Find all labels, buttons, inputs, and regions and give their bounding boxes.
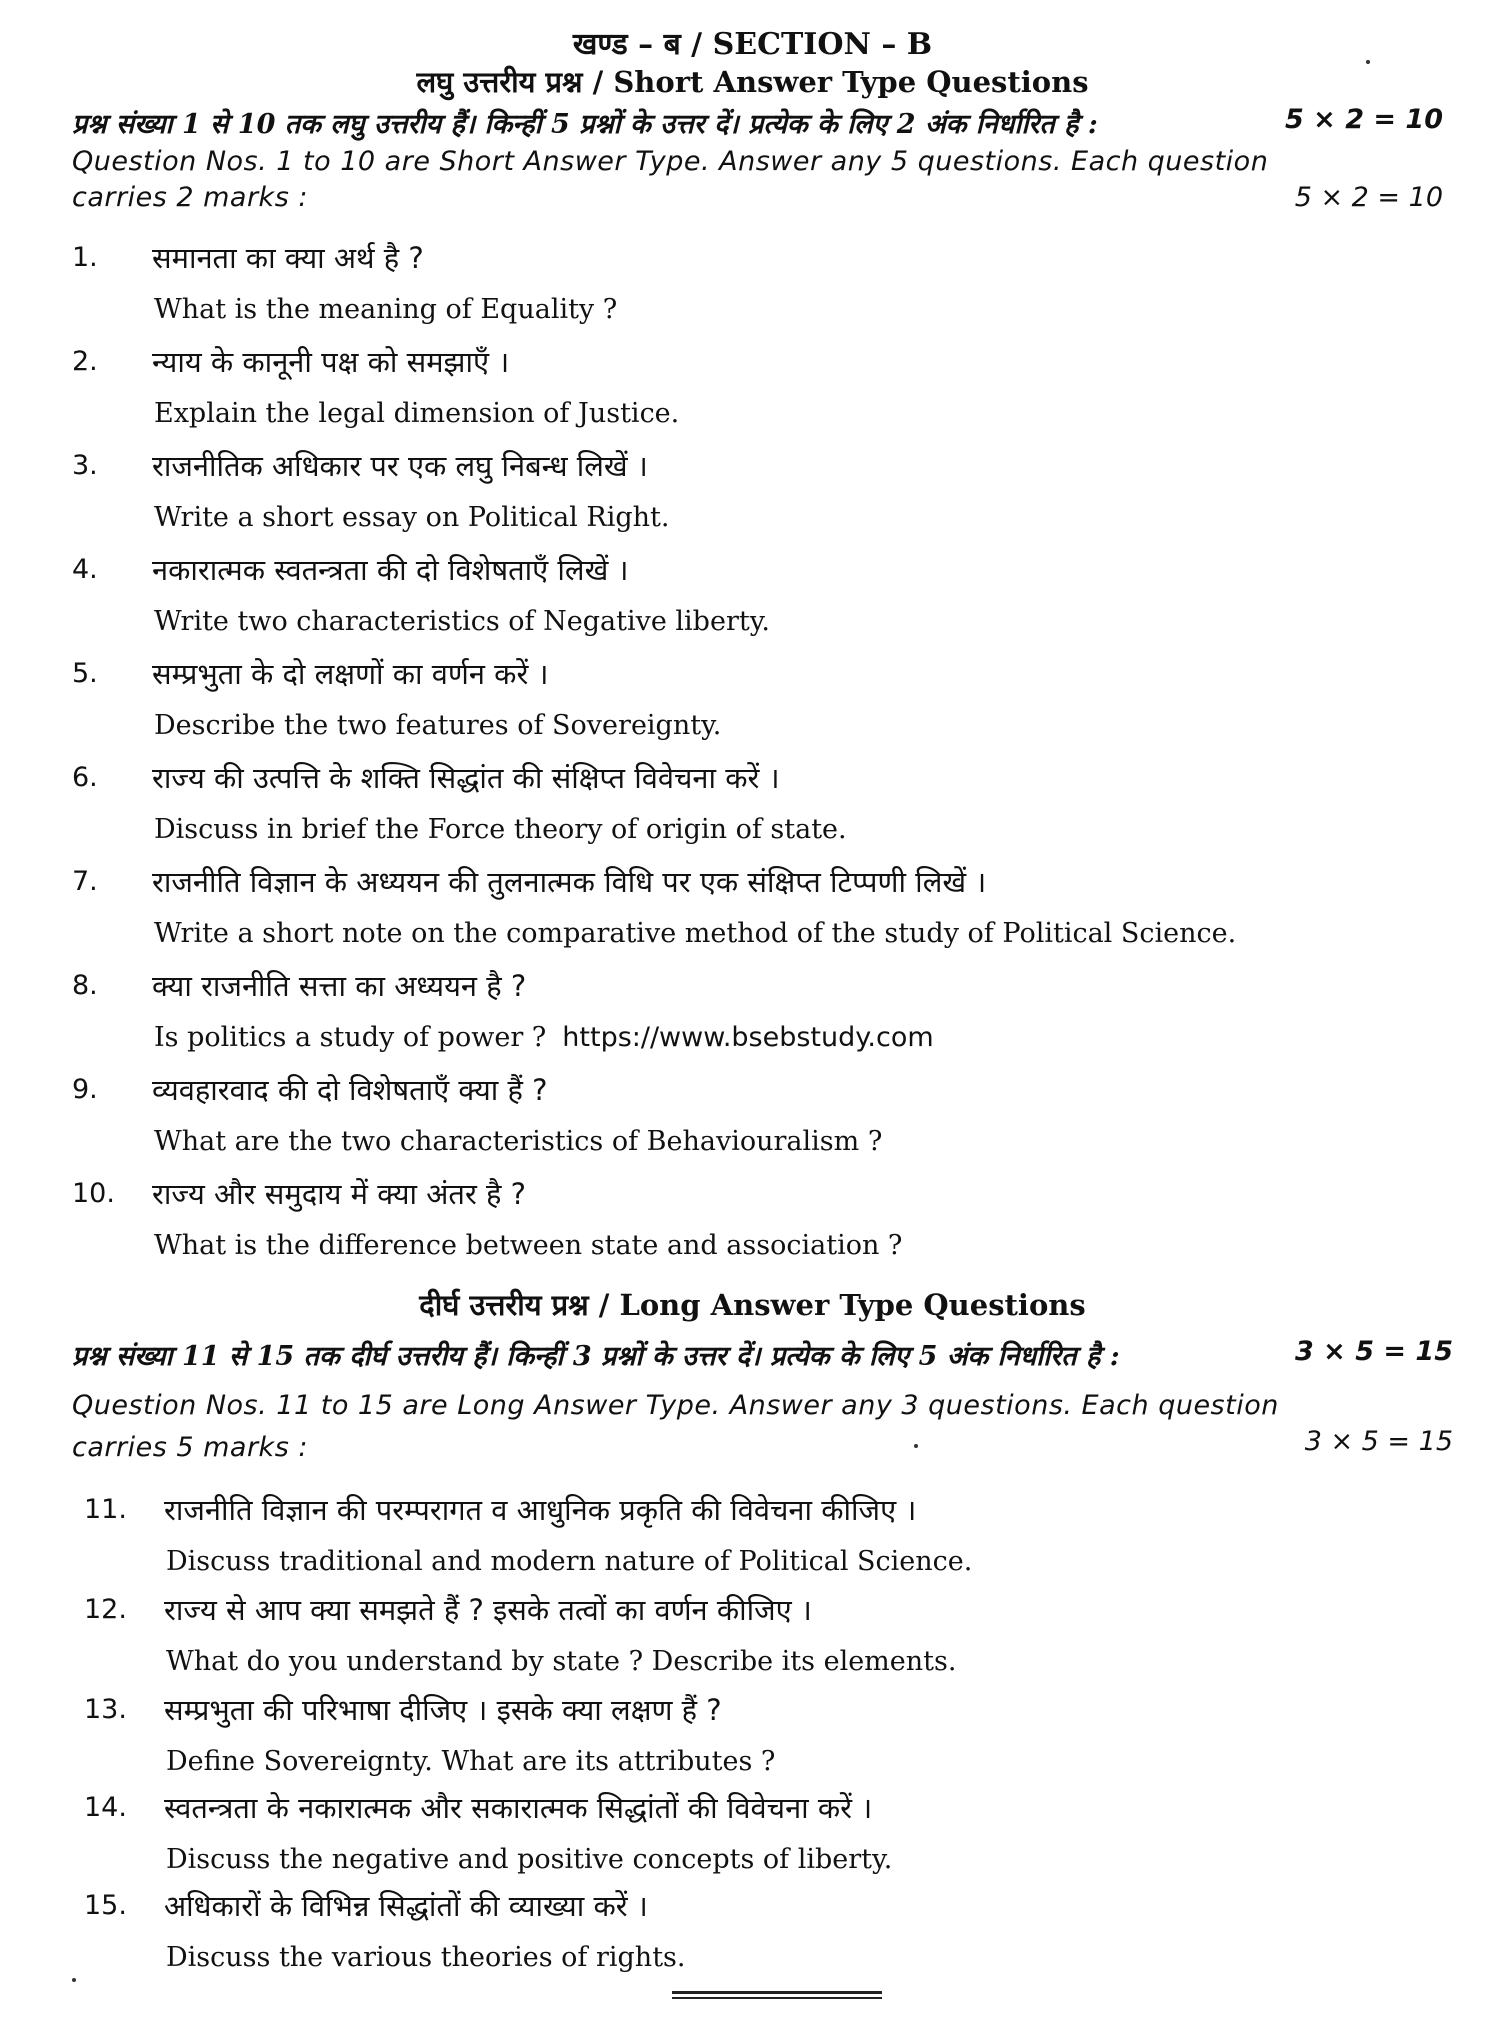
question-number: 12.	[84, 1594, 127, 1625]
question-text-english: Discuss the negative and positive concepts of liberty.	[166, 1844, 893, 1875]
question-text-english: Discuss the various theories of rights.	[166, 1942, 686, 1973]
question-text-hindi: न्याय के कानूनी पक्ष को समझाएँ ।	[152, 345, 510, 379]
short-marks-english: 5 × 2 = 10	[1294, 182, 1443, 213]
question-number: 7.	[72, 866, 98, 897]
long-instruction-english-line2: carries 5 marks :	[72, 1432, 308, 1463]
long-marks-hindi: 3 × 5 = 15	[1295, 1336, 1453, 1367]
question-number: 2.	[72, 346, 98, 377]
question-text-english: What is the meaning of Equality ?	[154, 294, 618, 325]
website-url-watermark: https://www.bsebstudy.com	[562, 1022, 934, 1053]
question-text-hindi: राजनीतिक अधिकार पर एक लघु निबन्ध लिखें ।	[152, 449, 648, 483]
question-text-english: What is the difference between state and association ?	[154, 1230, 903, 1261]
question-number: 3.	[72, 450, 98, 481]
long-instruction-hindi: प्रश्न संख्या 11 से 15 तक दीर्घ उत्तरीय हैं। किन्हीं 3 प्रश्नों के उत्तर दें। प्रत्येक के लिए 5 अंक निर्धारित है :	[72, 1341, 1120, 1372]
question-number: 14.	[84, 1792, 127, 1823]
question-number: 5.	[72, 658, 98, 689]
question-text-hindi: अधिकारों के विभिन्न सिद्धांतों की व्याख्या करें ।	[164, 1889, 648, 1923]
question-text-english: Describe the two features of Sovereignty.	[154, 710, 722, 741]
question-text-hindi: क्या राजनीति सत्ता का अध्ययन है ?	[152, 969, 527, 1003]
question-text-hindi: राजनीति विज्ञान की परम्परागत व आधुनिक प्रकृति की विवेचना कीजिए ।	[164, 1493, 917, 1527]
question-text-english: Write a short note on the comparative method of the study of Political Science.	[154, 918, 1237, 949]
question-text-hindi: समानता का क्या अर्थ है ?	[152, 241, 424, 275]
question-text-english: Define Sovereignty. What are its attributes ?	[166, 1746, 776, 1777]
long-answer-heading: दीर्घ उत्तरीय प्रश्न / Long Answer Type Questions	[419, 1288, 1086, 1322]
question-text-english: Explain the legal dimension of Justice.	[154, 398, 680, 429]
long-marks-english: 3 × 5 = 15	[1304, 1426, 1453, 1457]
question-text-hindi: राज्य की उत्पत्ति के शक्ति सिद्धांत की संक्षिप्त विवेचना करें ।	[152, 761, 780, 795]
question-number: 1.	[72, 242, 98, 273]
question-number: 9.	[72, 1074, 98, 1105]
question-text-english: Write two characteristics of Negative liberty.	[154, 606, 770, 637]
question-text-hindi: राज्य से आप क्या समझते हैं ? इसके तत्वों का वर्णन कीजिए ।	[164, 1593, 812, 1627]
question-text-english: Discuss in brief the Force theory of origin of state.	[154, 814, 847, 845]
scan-speck	[914, 1444, 918, 1448]
end-rule	[672, 1991, 882, 1994]
question-number: 15.	[84, 1890, 127, 1921]
short-instruction-english-line1: Question Nos. 1 to 10 are Short Answer Type. Answer any 5 questions. Each question	[72, 146, 1269, 177]
question-text-hindi: राजनीति विज्ञान के अध्ययन की तुलनात्मक विधि पर एक संक्षिप्त टिप्पणी लिखें ।	[152, 865, 987, 899]
question-number: 11.	[84, 1494, 127, 1525]
question-text-english: What are the two characteristics of Behaviouralism ?	[154, 1126, 883, 1157]
question-number: 8.	[72, 970, 98, 1001]
question-text-english: What do you understand by state ? Describe its elements.	[166, 1646, 957, 1677]
question-number: 10.	[72, 1178, 115, 1209]
section-title: खण्ड – ब / SECTION – B	[572, 27, 933, 62]
question-text-hindi: नकारात्मक स्वतन्त्रता की दो विशेषताएँ लिखें ।	[152, 553, 629, 587]
question-text-hindi: राज्य और समुदाय में क्या अंतर है ?	[152, 1177, 527, 1211]
question-text-hindi: व्यवहारवाद की दो विशेषताएँ क्या हैं ?	[152, 1073, 548, 1107]
long-instruction-english-line1: Question Nos. 11 to 15 are Long Answer Type. Answer any 3 questions. Each question	[72, 1390, 1279, 1421]
end-rule-secondary	[672, 1997, 882, 1999]
question-text-english: Write a short essay on Political Right.	[154, 502, 670, 533]
question-number: 4.	[72, 554, 98, 585]
question-text-hindi: स्वतन्त्रता के नकारात्मक और सकारात्मक सिद्धांतों की विवेचना करें ।	[164, 1791, 873, 1825]
short-marks-hindi: 5 × 2 = 10	[1285, 104, 1443, 135]
short-instruction-hindi: प्रश्न संख्या 1 से 10 तक लघु उत्तरीय हैं। किन्हीं 5 प्रश्नों के उत्तर दें। प्रत्येक के लिए 2 अंक निर्धारित है :	[72, 109, 1098, 140]
question-text-english	[154, 1022, 934, 1053]
question-text-hindi: सम्प्रभुता के दो लक्षणों का वर्णन करें ।	[152, 657, 549, 691]
scan-speck	[1366, 60, 1370, 64]
question-number: 6.	[72, 762, 98, 793]
scan-speck	[72, 1978, 76, 1982]
short-instruction-english-line2: carries 2 marks :	[72, 182, 308, 213]
question-english-content: Is politics a study of power ?	[154, 1022, 547, 1053]
question-text-hindi: सम्प्रभुता की परिभाषा दीजिए । इसके क्या लक्षण हैं ?	[164, 1693, 722, 1727]
question-number: 13.	[84, 1694, 127, 1725]
short-answer-heading: लघु उत्तरीय प्रश्न / Short Answer Type Questions	[416, 65, 1089, 99]
question-text-english: Discuss traditional and modern nature of Political Science.	[166, 1546, 973, 1577]
